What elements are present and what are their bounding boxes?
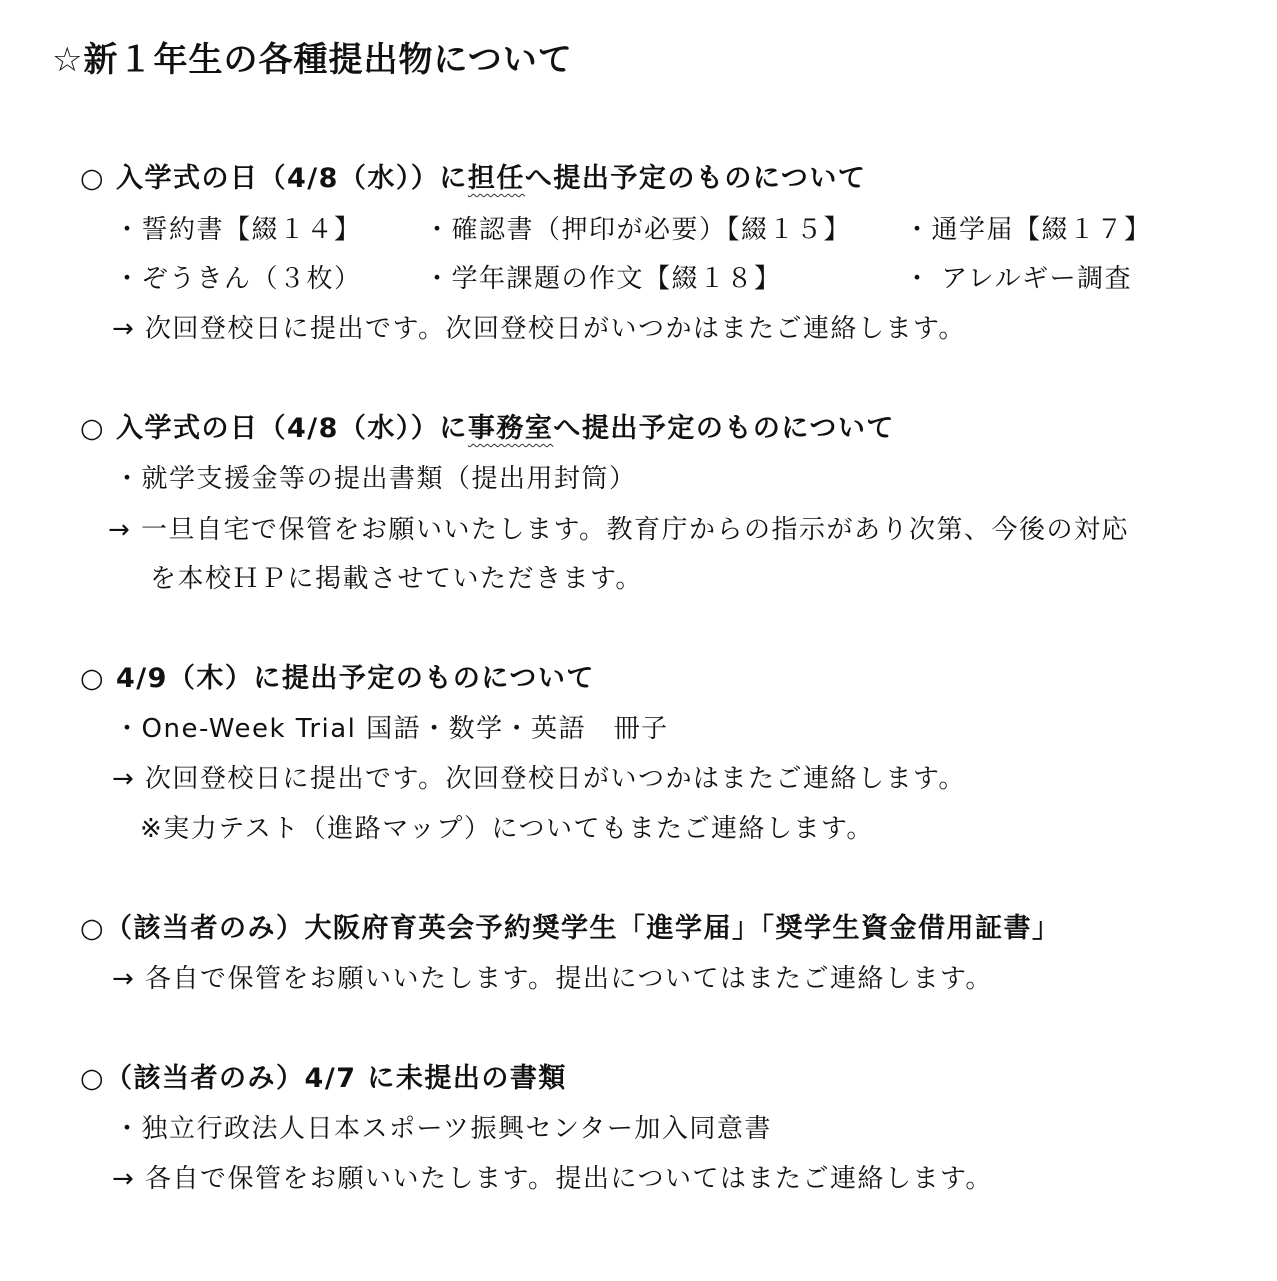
section-1-heading	[80, 162, 866, 196]
page-title: ☆新１年生の各種提出物について	[52, 40, 573, 80]
section-5-heading: ○（該当者のみ）4/7 に未提出の書類	[80, 1063, 567, 1094]
section-4-note: → 各自で保管をお願いいたします。提出についてはまたご連絡します。	[112, 964, 993, 994]
section-1-note: → 次回登校日に提出です。次回登校日がいつかはまたご連絡します。	[112, 314, 966, 344]
section-4-heading: ○（該当者のみ）大阪府育英会予約奨学生「進学届」「奨学生資金借用証書」	[80, 913, 1061, 944]
section-1-item: ・学年課題の作文【綴１８】	[424, 264, 782, 294]
section-2-heading-post: へ提出予定のものについて	[553, 413, 895, 444]
section-3-note-line-2: ※実力テスト（進路マップ）についてもまたご連絡します。	[140, 814, 874, 844]
section-1-item: ・誓約書【綴１４】	[114, 215, 362, 245]
section-2-note-line-1: → 一旦自宅で保管をお願いいたします。教育庁からの指示があり次第、今後の対応	[108, 515, 1129, 545]
section-2-heading-pre: ○ 入学式の日（4/8（水））に	[80, 413, 468, 444]
section-1-heading-pre: ○ 入学式の日（4/8（水））に	[80, 163, 468, 194]
section-1-item: ・ アレルギー調査	[904, 264, 1133, 294]
section-1-item: ・確認書（押印が必要）【綴１５】	[424, 215, 852, 245]
section-3-note-line-1: → 次回登校日に提出です。次回登校日がいつかはまたご連絡します。	[112, 764, 966, 794]
section-1-heading-mark: 担任	[467, 163, 525, 194]
section-1-item: ・通学届【綴１７】	[904, 215, 1152, 245]
section-2-heading	[80, 412, 895, 446]
section-2-note-line-2: を本校ＨＰに掲載させていただきます。	[150, 564, 643, 594]
section-1-item: ・ぞうきん（３枚）	[114, 264, 362, 294]
section-2-item: ・就学支援金等の提出書類（提出用封筒）	[114, 464, 637, 494]
section-2-heading-mark: 事務室	[467, 413, 554, 444]
section-3-heading: ○ 4/9（木）に提出予定のものについて	[80, 663, 595, 694]
section-1-heading-post: へ提出予定のものについて	[524, 163, 867, 194]
section-3-item: ・One-Week Trial 国語・数学・英語 冊子	[114, 714, 669, 744]
section-5-item: ・独立行政法人日本スポーツ振興センター加入同意書	[114, 1114, 772, 1144]
section-5-note: → 各自で保管をお願いいたします。提出についてはまたご連絡します。	[112, 1164, 993, 1194]
